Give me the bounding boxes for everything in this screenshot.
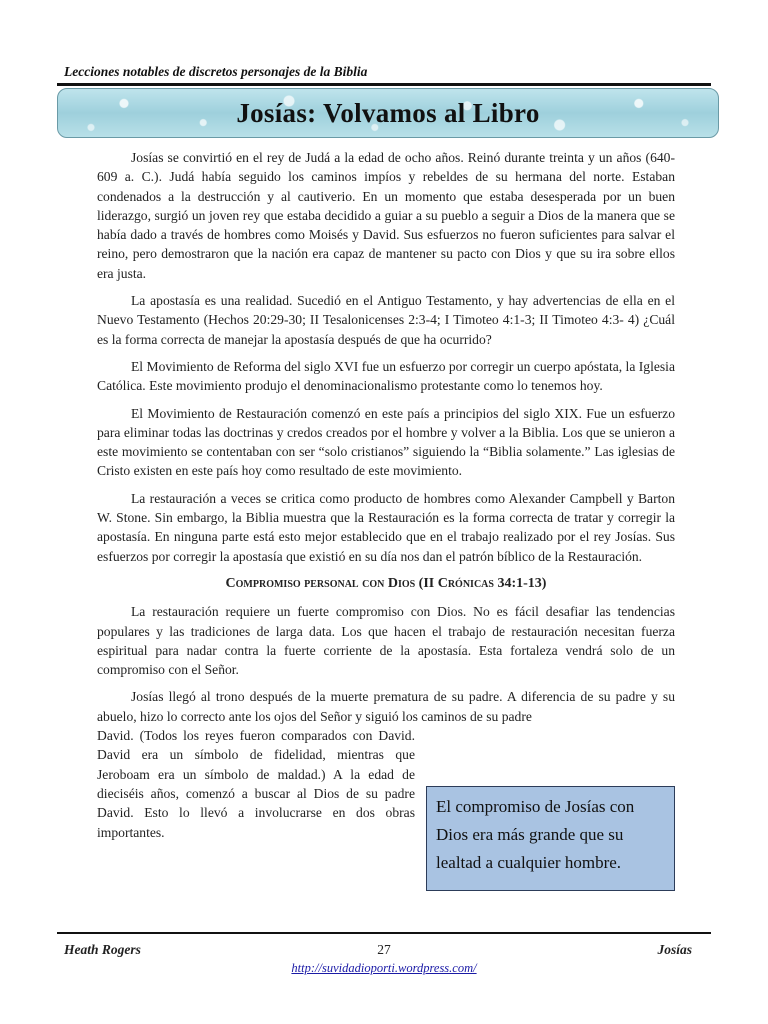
header-rule <box>57 83 711 86</box>
website-link[interactable]: http://suvidadioporti.wordpress.com/ <box>291 961 477 975</box>
page-title: Josías: Volvamos al Libro <box>236 97 540 128</box>
footer-rule <box>57 932 711 934</box>
title-banner <box>57 88 719 138</box>
footer-author: Heath Rogers <box>64 942 141 957</box>
paragraph: Josías se convirtió en el rey de Judá a la edad de ocho años. Reinó durante treinta y un años (640-609 a. C.). Judá había seguido los caminos impíos y rebeldes de su hermana del norte. Estaban condenados a la destrucción y al cautiverio. En un momento que estaba desesperada por un buen liderazgo, surgió un joven rey que estaba decidido a guiar a su pueblo a seguir a Dios de la manera que se había dado a través de hombres como Moisés y David. Sus esfuerzos no fueron suficientes para salvar el reino, pero demostraron que la nación era capaz de mantener su pacto con Dios y que su ira sobre ellos era justa. <box>97 150 675 281</box>
paragraph: La restauración a veces se critica como producto de hombres como Alexander Campbell y Barton W. Stone. Sin embargo, la Biblia muestra que la Restauración es la forma correcta de tratar y corregir la apostasía. En ninguna parte está esto mejor establecido que en el trabajo realizado por el rey Josías. Sus esfuerzos por corregir la apostasía que existió en su día nos dan el patrón bíblico de la Restauración. <box>97 490 675 564</box>
paragraph: El Movimiento de Reforma del siglo XVI fue un esfuerzo por corregir un cuerpo apóstata, la Iglesia Católica. Este movimiento produjo el denominacionalismo protestante como lo tenemos hoy. <box>97 358 675 394</box>
article-body <box>97 148 675 850</box>
paragraph: El Movimiento de Restauración comenzó en este país a principios del siglo XIX. Fue un esfuerzo para eliminar todas las doctrinas y credos creados por el hombre y volver a la Biblia. Los que se unieron a este movimiento se contentaban con ser “solo cristianos” siguiendo la “Biblia solamente.” Las iglesias de Cristo existen en este país hoy como resultado de este movimiento. <box>97 405 675 479</box>
paragraph: La apostasía es una realidad. Sucedió en el Antiguo Testamento, y hay advertencias de ella en el Nuevo Testamento (Hechos 20:29-30; II Tesalonicenses 2:3-4; I Timoteo 4:1-3; II Timoteo 4:3- 4) ¿Cuál es la forma correcta de manejar la apostasía después de que ha ocurrido? <box>97 293 675 347</box>
paragraph: Josías llegó al trono después de la muerte prematura de su padre. A diferencia de su padre y su abuelo, hizo lo correcto ante los ojos del Señor y siguió los caminos de su padre <box>97 689 675 724</box>
pull-quote-box: El compromiso de Josías con Dios era más grande que su lealtad a cualquier hombre. <box>426 786 675 891</box>
page-number: 27 <box>377 942 391 957</box>
paragraph: La restauración requiere un fuerte compromiso con Dios. No es fácil desafiar las tendencias populares y las tradiciones de larga data. Los que hacen el trabajo de restauración necesitan fuerza espiritual para nadar contra la fuerte corriente de la apostasía. Esta fortaleza vendrá solo de un compromiso con el Señor. <box>97 604 675 678</box>
running-header: Lecciones notables de discretos personajes de la Biblia <box>64 64 368 79</box>
paragraph-beside-quote: David. (Todos los reyes fueron comparados con David. David era un símbolo de fidelidad, mientras que Jeroboam era un símbolo de maldad.) A la edad de dieciséis años, comenzó a buscar al Dios de su padre David. Esto lo llevó a involucrarse en dos obras importantes. <box>97 728 415 840</box>
footer-subject: Josías <box>657 942 692 957</box>
section-heading: Compromiso personal con Dios (II Crónicas 34:1-13) <box>225 575 547 591</box>
